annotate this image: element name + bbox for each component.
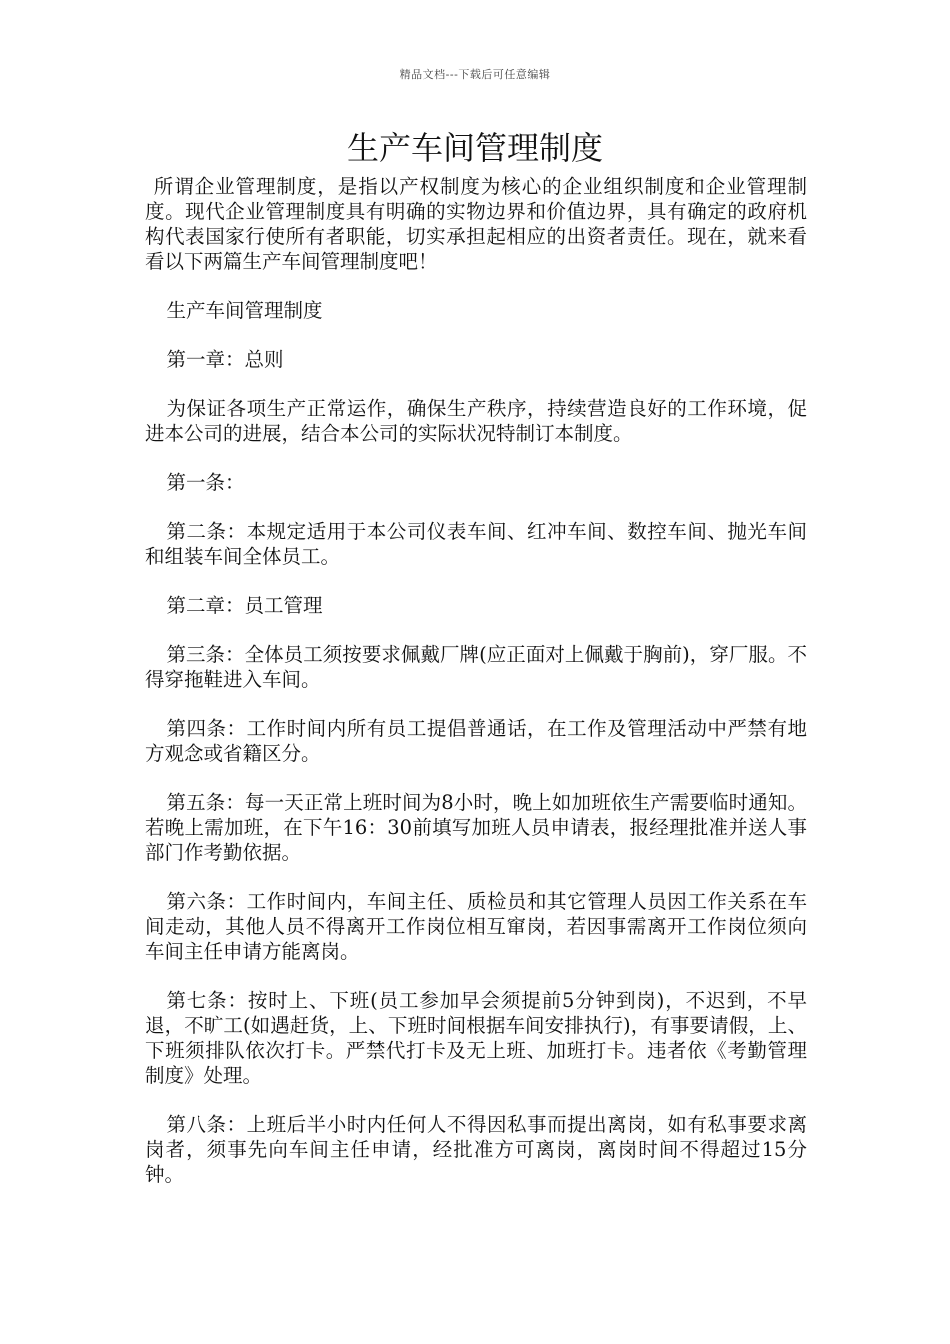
chapter-heading-general: 第一章：总则 <box>166 348 284 371</box>
chapter-heading-staff: 第二章：员工管理 <box>166 594 323 617</box>
header-note: 精品文档---下载后可任意编辑 <box>399 68 551 81</box>
article-7: 第七条：按时上、下班(员工参加早会须提前5分钟到岗)，不迟到，不早退，不旷工(如遇赶货，上、下班时间根据车间安排执行)，有事要请假，上、下班须排队依次打卡。严禁代打卡及无上班、加班打卡。违者依《考勤管理制度》处理。 <box>145 989 807 1087</box>
article-8: 第八条：上班后半小时内任何人不得因私事而提出离岗，如有私事要求离岗者，须事先向车间主任申请，经批准方可离岗，离岗时间不得超过15分钟。 <box>145 1113 807 1186</box>
article-6: 第六条：工作时间内，车间主任、质检员和其它管理人员因工作关系在车间走动，其他人员不得离开工作岗位相互窜岗，若因事需离开工作岗位须向车间主任申请方能离岗。 <box>145 890 807 963</box>
paragraph-purpose: 为保证各项生产正常运作，确保生产秩序，持续营造良好的工作环境，促进本公司的进展，结合本公司的实际状况特制订本制度。 <box>145 397 807 445</box>
article-4: 第四条：工作时间内所有员工提倡普通话，在工作及管理活动中严禁有地方观念或省籍区分。 <box>145 717 807 765</box>
article-1: 第一条： <box>166 471 245 494</box>
article-2: 第二条：本规定适用于本公司仪表车间、红冲车间、数控车间、抛光车间和组装车间全体员工。 <box>145 520 807 568</box>
article-3: 第三条：全体员工须按要求佩戴厂牌(应正面对上佩戴于胸前)，穿厂服。不得穿拖鞋进入车间。 <box>145 643 807 691</box>
section-heading: 生产车间管理制度 <box>166 299 323 322</box>
article-5: 第五条：每一天正常上班时间为8小时，晚上如加班依生产需要临时通知。若晚上需加班，在下午16：30前填写加班人员申请表，报经理批准并送人事部门作考勤依据。 <box>145 791 807 864</box>
document-title: 生产车间管理制度 <box>346 129 603 167</box>
intro-paragraph: 所谓企业管理制度，是指以产权制度为核心的企业组织制度和企业管理制度。现代企业管理制度具有明确的实物边界和价值边界，具有确定的政府机构代表国家行使所有者职能，切实承担起相应的出资者责任。现在，就来看看以下两篇生产车间管理制度吧！ <box>145 175 807 273</box>
document-body <box>145 174 807 1211</box>
